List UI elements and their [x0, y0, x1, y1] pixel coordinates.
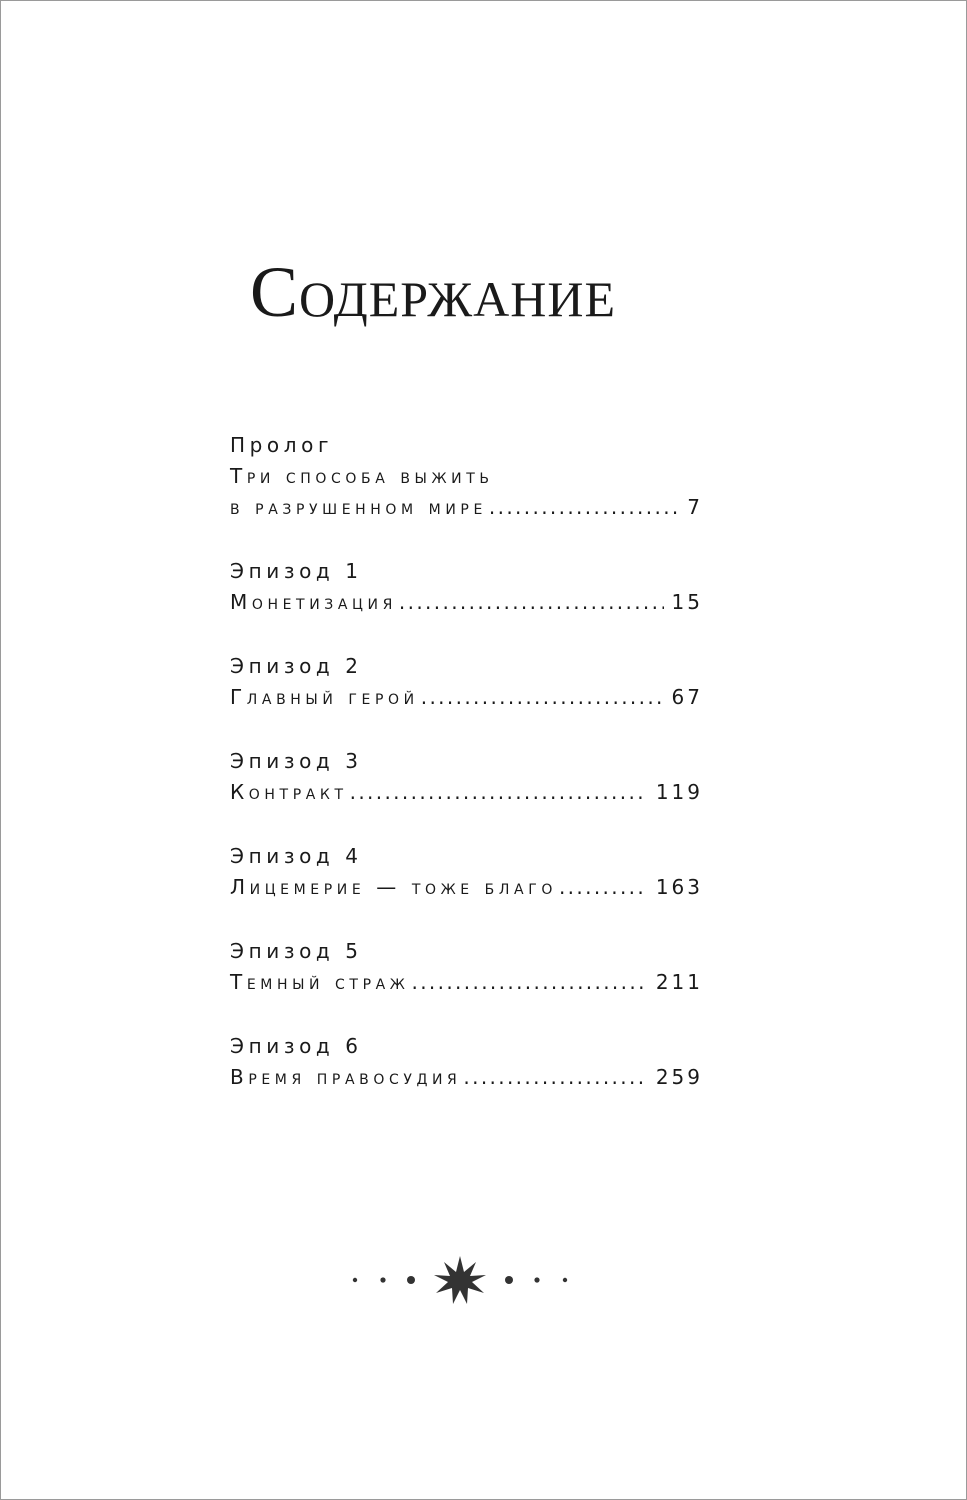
- dot-leader: [419, 682, 664, 713]
- toc-entry-title-line: Три способа выжить: [230, 464, 494, 488]
- star-burst-icon: [434, 1256, 486, 1304]
- toc-page-number: 67: [671, 685, 703, 709]
- ornament-dot: [380, 1277, 385, 1282]
- toc-entry-heading: Эпизод 5: [230, 939, 363, 963]
- toc-entry-episode-2[interactable]: [230, 651, 703, 713]
- toc-entry-title: Лицемерие — тоже благо: [230, 875, 557, 899]
- toc-entry-episode-4[interactable]: [230, 841, 703, 903]
- toc-entry-title-row: [230, 587, 703, 618]
- toc-entry-heading: Пролог: [230, 433, 334, 457]
- toc-entry-episode-5[interactable]: [230, 936, 703, 998]
- ornament-dot: [563, 1278, 567, 1282]
- toc-page-number: 7: [687, 495, 703, 519]
- toc-entry-title: Главный герой: [230, 685, 419, 709]
- toc-entry-title-row: [230, 1062, 703, 1093]
- toc-entry-heading: Эпизод 4: [230, 844, 363, 868]
- dot-leader: [487, 492, 679, 523]
- toc-entry-title: в разрушенном мире: [230, 495, 487, 519]
- ornament-dot: [407, 1276, 415, 1284]
- toc-page-number: 259: [655, 1065, 703, 1089]
- ornament-dot: [534, 1277, 539, 1282]
- toc-entry-prologue[interactable]: [230, 430, 703, 523]
- toc-page-number: 163: [655, 875, 703, 899]
- toc-entry-episode-1[interactable]: [230, 556, 703, 618]
- page-title: Содержание: [250, 252, 617, 332]
- dot-leader: [409, 967, 647, 998]
- toc-entry-heading: Эпизод 3: [230, 749, 363, 773]
- toc-entry-heading: Эпизод 6: [230, 1034, 363, 1058]
- toc-entry-heading: Эпизод 2: [230, 654, 363, 678]
- dot-leader: [557, 872, 648, 903]
- ornament-dot: [505, 1276, 513, 1284]
- table-of-contents: [230, 430, 703, 1126]
- toc-entry-title: Монетизация: [230, 590, 397, 614]
- dot-leader: [348, 777, 648, 808]
- toc-entry-title-row: [230, 777, 703, 808]
- toc-entry-title: Время правосудия: [230, 1065, 462, 1089]
- toc-entry-title-row: [230, 967, 703, 998]
- toc-entry-episode-6[interactable]: [230, 1031, 703, 1093]
- ornament-dot: [353, 1278, 357, 1282]
- dot-leader: [397, 587, 664, 618]
- toc-entry-title-row: [230, 682, 703, 713]
- ornament-divider: [340, 1255, 580, 1305]
- dot-leader: [461, 1062, 647, 1093]
- toc-page-number: 211: [655, 970, 703, 994]
- toc-entry-title-row: [230, 492, 703, 523]
- toc-entry-title: Контракт: [230, 780, 348, 804]
- toc-entry-title: Темный страж: [230, 970, 410, 994]
- toc-page-number: 119: [655, 780, 703, 804]
- toc-entry-episode-3[interactable]: [230, 746, 703, 808]
- toc-entry-title-row: [230, 872, 703, 903]
- toc-entry-heading: Эпизод 1: [230, 559, 363, 583]
- toc-page-number: 15: [671, 590, 703, 614]
